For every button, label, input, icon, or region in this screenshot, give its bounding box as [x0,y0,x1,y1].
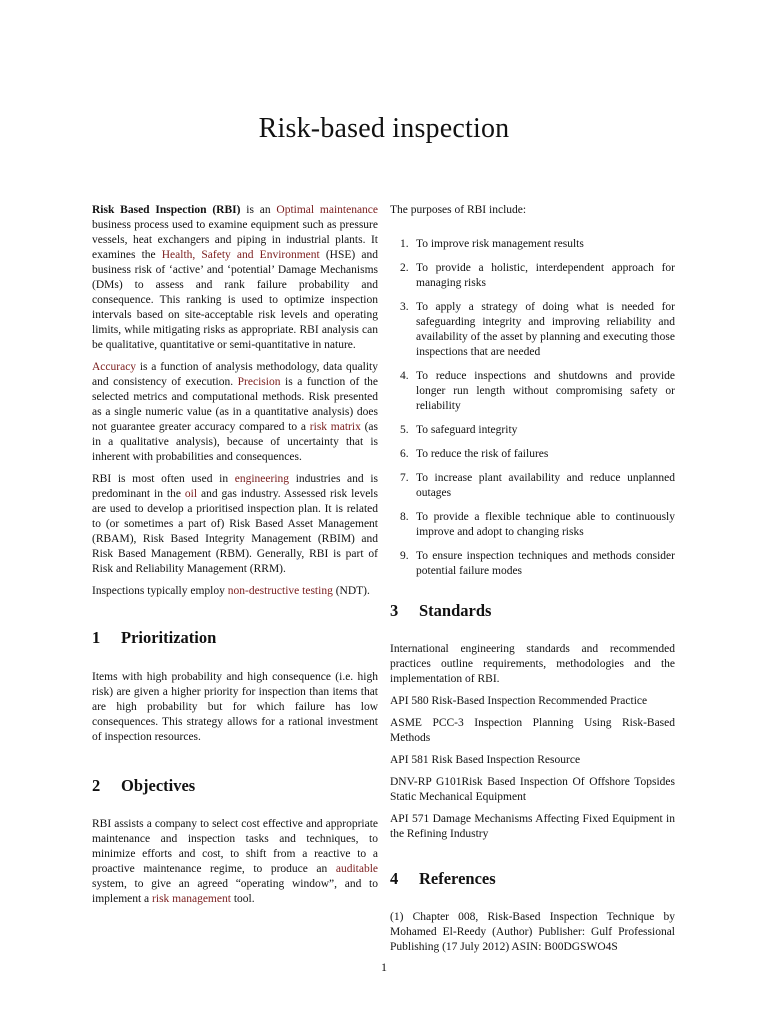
link-auditable[interactable]: auditable [335,863,378,875]
link-oil[interactable]: oil [184,488,198,500]
list-text: To apply a strategy of doing what is needed for safeguarding integrity and improving reliability and availability of the asset by planning and executing those inspections that are needed [416,301,675,358]
purposes-intro: The purposes of RBI include: [390,204,527,216]
list-text: To reduce inspections and shutdowns and provide longer run length without compromising safety or reliability [416,370,675,412]
list-text: To increase plant availability and reduce unplanned outages [416,472,675,499]
list-text: To ensure inspection techniques and methods consider potential failure modes [416,550,675,577]
page-number: 1 [381,960,387,974]
list-text: To safeguard integrity [416,424,518,436]
list-number: 1. [400,238,409,250]
right-column [390,203,675,962]
list-item [390,471,675,501]
objectives-paragraph [92,817,378,907]
list-number: 8. [400,511,409,523]
left-column [92,203,378,914]
section-heading-objectives [92,776,378,796]
list-text: To reduce the risk of failures [416,448,549,460]
list-number: 5. [400,424,409,436]
intro-paragraph-1 [92,203,378,353]
link-precision[interactable]: Precision [237,376,281,388]
list-number: 4. [400,370,409,382]
section-number: 4 [390,869,399,888]
list-item [390,237,675,252]
intro-paragraph-4 [92,584,378,599]
section-title: Prioritization [121,628,217,647]
rbi-term: Risk Based Inspection (RBI) [92,204,241,216]
list-text: To provide a flexible technique able to continuously improve and adopt to changing risks [416,511,675,538]
text-span: and gas industry. Assessed risk levels are used to develop a prioritised inspection plan. It is related to (or sometimes a part of) Risk Based Asset Management (RBAM), Risk Based Integrity Management (RBIM) and Risk Based Management (RBM). Generally, RBI is part of Risk and Reliability Management (RRM). [92,488,378,575]
section-number: 1 [92,628,101,647]
text-span: Inspections typically employ [92,585,228,597]
purposes-list [390,237,675,579]
list-item [390,423,675,438]
section-heading-standards [390,601,675,621]
text-span: is an [240,204,277,216]
list-item [390,447,675,462]
section-number: 3 [390,601,399,620]
intro-paragraph-2 [92,360,378,465]
text-span: (as in a qualitative analysis), because of uncertainty that is inherent with probabilities and consequences. [92,421,378,463]
link-hse[interactable]: Health, Safety and Environment [161,249,320,261]
text-span: is a function of analysis methodology, data quality and consistency of execution. [92,361,378,388]
section-number: 2 [92,776,101,795]
text-span: industries and is predominant in the [92,473,378,500]
section-heading-references [390,869,675,889]
list-item [390,261,675,291]
text-span: tool. [230,893,255,905]
list-text: To provide a holistic, interdependent approach for managing risks [416,262,675,289]
link-risk-matrix[interactable]: risk matrix [309,421,361,433]
reference-item: (1) Chapter 008, Risk-Based Inspection Technique by Mohamed El-Reedy (Author) Publisher: Gulf Professional Publishing (17 July 2012) ASIN: B00DGSWO4S [390,911,675,953]
list-text: To improve risk management results [416,238,584,250]
section-heading-prioritization [92,628,378,648]
list-number: 7. [400,472,409,484]
list-item [390,510,675,540]
section-title: References [419,869,496,888]
link-engineering[interactable]: engineering [234,473,290,485]
text-span: RBI is most often used in [92,473,235,485]
standard-item: API 581 Risk Based Inspection Resource [390,754,581,766]
standard-item: API 580 Risk-Based Inspection Recommended Practice [390,695,648,707]
text-span: business process used to examine equipment such as pressure vessels, heat exchangers and piping in industrial plants. It examines the [92,219,378,261]
list-number: 6. [400,448,409,460]
link-risk-management[interactable]: risk management [152,893,231,905]
text-span: (HSE) and business risk of ‘active’ and ‘potential’ Damage Mechanisms (DMs) to assess and rank failure probability and consequence. This ranking is used to optimize inspection intervals based on site-acceptable risk levels and operating limits, while mitigating risks as appropriate. RBI analysis can be qualitative, quantitative or semi-quantitative in nature. [92,249,378,351]
text-span: (NDT). [332,585,370,597]
list-number: 9. [400,550,409,562]
list-item [390,549,675,579]
prioritization-paragraph: Items with high probability and high consequence (i.e. high risk) are given a higher priority for inspection than items that are high probability but for which failure has low consequences. This strategy allows for a rational investment of inspection resources. [92,671,378,743]
text-span: system, to give an agreed “operating window”, and to implement a [92,878,378,905]
section-title: Standards [419,601,492,620]
standard-item: ASME PCC-3 Inspection Planning Using Risk-Based Methods [390,717,675,744]
page-title: Risk-based inspection [258,113,510,144]
list-number: 2. [400,262,409,274]
list-item [390,369,675,414]
standard-item: DNV-RP G101Risk Based Inspection Of Offshore Topsides Static Mechanical Equipment [390,776,675,803]
list-number: 3. [400,301,409,313]
list-item [390,300,675,360]
link-optimal-maintenance[interactable]: Optimal maintenance [276,204,379,216]
text-span: RBI assists a company to select cost effective and appropriate maintenance and inspection tasks and techniques, to minimize efforts and cost, to shift from a reactive to a proactive maintenance regime, to produce an [92,818,378,875]
text-span: is a function of the selected metrics and computational methods. Risk presented as a single numeric value (as in a quantitative analysis) does not guarantee greater accuracy compared to a [92,376,378,433]
link-ndt[interactable]: non-destructive testing [227,585,333,597]
section-title: Objectives [121,776,196,795]
intro-paragraph-3 [92,472,378,577]
standard-item: API 571 Damage Mechanisms Affecting Fixed Equipment in the Refining Industry [390,813,675,840]
standards-intro: International engineering standards and recommended practices outline requirements, methodologies and the implementation of RBI. [390,643,675,685]
link-accuracy[interactable]: Accuracy [92,361,137,373]
